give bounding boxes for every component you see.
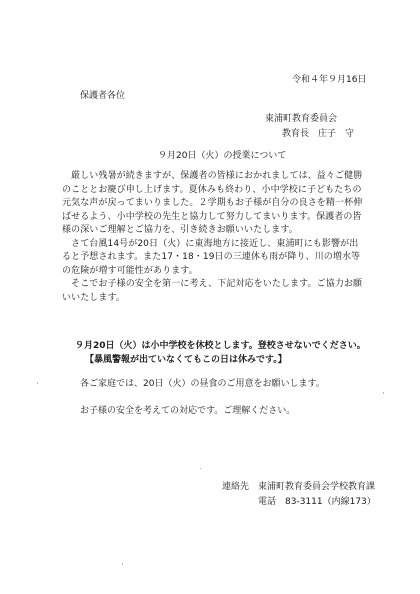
letter-body: [62, 170, 366, 305]
scan-speck: [37, 382, 38, 384]
body-paragraph-1: 厳しい残暑が続きますが、保護者の皆様におかれましては、益々ご健勝のこととお慶び申し上げます。夏休みも終わり、小中学校に子どもたちの元気な声が戻ってまいりました。２学期もお子様が自分の良さを精一杯伸ばせるよう、小中学校の先生と協力して努力してまいります。保護者の皆様の深いご理解とご協力を、引き続きお願いいたします。: [62, 171, 363, 235]
letter-date: 令和４年９月16日: [292, 75, 367, 85]
sender-organization: 東浦町教育委員会: [265, 114, 338, 124]
scan-speck: [122, 563, 123, 565]
safety-note: お子様の安全を考えての対応です。ご理解ください。: [80, 406, 296, 416]
closure-notice: [75, 340, 375, 367]
closure-notice-line-1: ９月20日（火）は小中学校を休校とします。登校させないでください。: [75, 341, 366, 351]
contact-label: 連絡先: [222, 482, 250, 492]
closure-notice-line-2: 【暴風警報が出ていなくてもこの日は休みです。】: [85, 354, 287, 365]
contact-phone: 電話 83-3111（内線173）: [258, 497, 376, 507]
recipient: 保護者各位: [80, 91, 126, 101]
scan-speck: [383, 392, 384, 394]
scan-speck: [200, 468, 201, 469]
body-paragraph-2: さて台風14号が20日（火）に東海地方に接近し、東浦町にも影響が出ると予想されます。また17・18・19日の三連休も雨が降り、川の増水等の危険が増す可能性があります。: [62, 238, 361, 276]
lunch-note: 各ご家庭では、20日（火）の昼食のご用意をお願いします。: [80, 379, 325, 389]
sender-title-name: 教育長 庄子 守: [282, 129, 355, 139]
letter-subject: ９月20日（火）の授業について: [158, 151, 287, 161]
contact-department: 東浦町教育委員会学校教育課: [258, 482, 376, 492]
body-paragraph-3: そこでお子様の安全を第一に考え、下記対応をいたします。ご協力お願いいたします。: [62, 279, 363, 303]
